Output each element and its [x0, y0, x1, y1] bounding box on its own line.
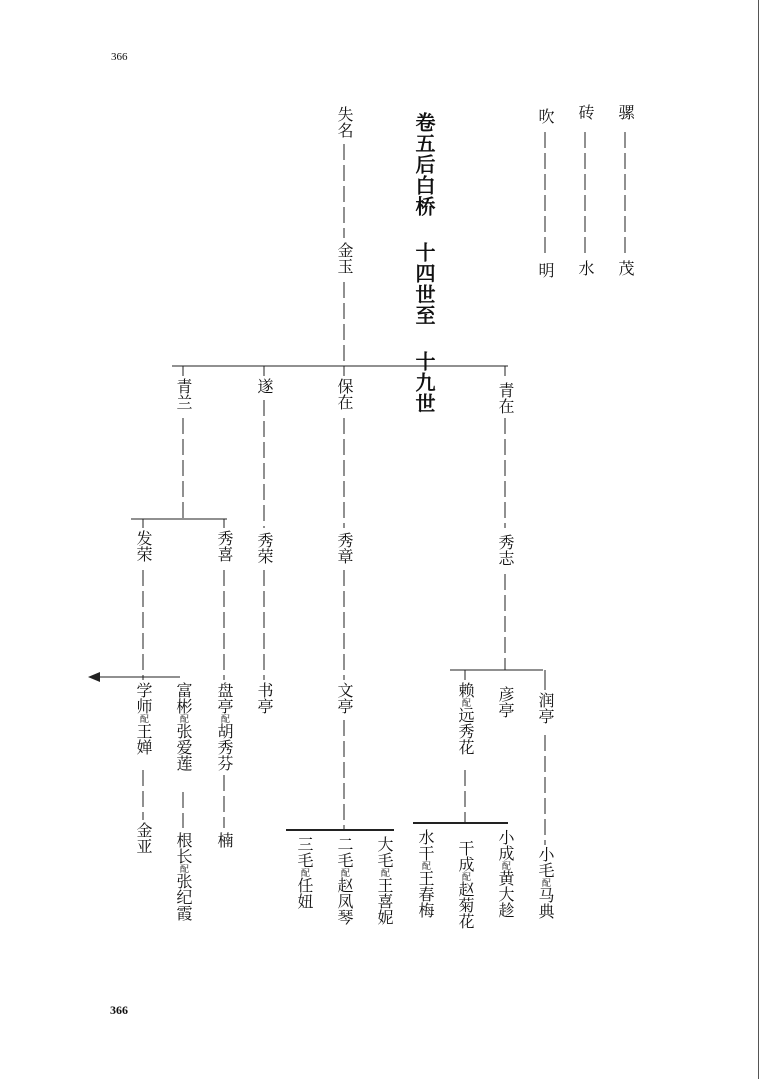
- name-genchang: 根长配张纪霞: [174, 832, 193, 921]
- name-shui: 水: [576, 260, 595, 276]
- name-fubiao: 富彬配张爱莲: [174, 682, 193, 771]
- name-nan: 楠: [215, 832, 234, 848]
- name-xueshi: 学师配王婵: [134, 682, 153, 755]
- name-xiuxi: 秀喜: [215, 530, 234, 562]
- name-lai: 赖配远秀花: [456, 682, 475, 755]
- name-shuigan: 水干配王春梅: [416, 829, 435, 918]
- name-xiaomao: 小毛配马典: [536, 846, 555, 919]
- name-gancheng: 干成配赵菊花: [456, 840, 475, 929]
- name-chui: 吹: [536, 108, 555, 124]
- name-luo: 骡: [616, 104, 635, 120]
- name-jinya: 金亚: [134, 822, 153, 854]
- page-number-top: 366: [111, 51, 128, 63]
- name-sui: 遂: [255, 378, 274, 394]
- name-mao: 茂: [616, 260, 635, 276]
- name-xiaocheng: 小成配黄大趁: [496, 829, 515, 918]
- name-shuting: 书亭: [255, 682, 274, 714]
- page-number-bottom: 366: [110, 1003, 128, 1017]
- name-zhuan: 砖: [576, 104, 595, 120]
- page-title: 卷五后白桥 十四世至 十九世: [412, 112, 436, 414]
- name-panting: 盘亭配胡秀芬: [215, 682, 234, 771]
- name-qingzai: 青在: [496, 382, 515, 414]
- name-xiuzhi: 秀志: [496, 534, 515, 566]
- name-farong: 发荣: [134, 530, 153, 562]
- name-shiming: 失名: [335, 106, 354, 138]
- name-jinyu: 金玉: [335, 242, 354, 274]
- name-xiurong: 秀荣: [255, 532, 274, 564]
- name-sanmao: 三毛配任妞: [295, 836, 314, 909]
- name-damao: 大毛配王喜妮: [375, 836, 394, 925]
- name-ming: 明: [536, 262, 555, 278]
- name-xiuzhang: 秀章: [335, 532, 354, 564]
- name-baozai: 保在: [335, 378, 354, 410]
- name-runting: 润亭: [536, 692, 555, 724]
- name-qinglan: 青兰: [174, 378, 193, 410]
- name-yanting: 彦亭: [496, 686, 515, 718]
- name-ermao: 二毛配赵凤琴: [335, 836, 354, 925]
- name-wenting: 文亭: [335, 682, 354, 714]
- left-arrow-icon: [88, 672, 100, 682]
